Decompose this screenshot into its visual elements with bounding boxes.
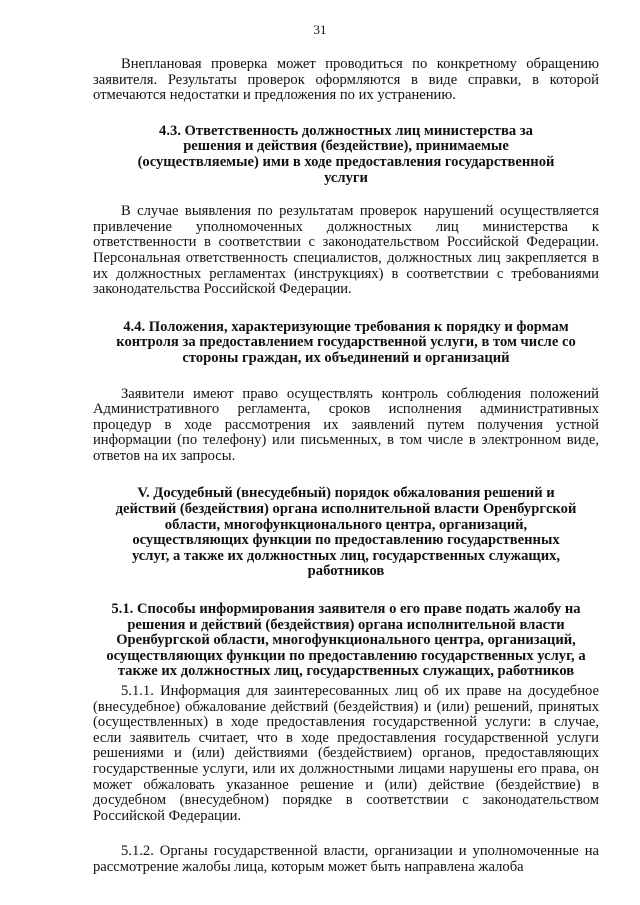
paragraph-intro: Внеплановая проверка может проводиться по конкретному обращению заявителя. Результаты проверок оформляются в виде справки, в которой отмечаются недостатки и предложения по их устранению.	[93, 56, 599, 104]
paragraph-5-1-2: 5.1.2. Органы государственной власти, организации и уполномоченные на рассмотрение жалобы лица, которым может быть направлена жалоба	[93, 843, 599, 875]
page-content	[93, 57, 599, 876]
heading-5-1: 5.1. Способы информирования заявителя о его праве подать жалобу на решения и действий (бездействия) органа исполнительной власти Оренбургской области, многофункционального центра, организаций, осуществляющих функции по предоставлению государственных услуг, а также их должностных лиц, государственных служащих, работников	[106, 601, 586, 680]
paragraph-4-3: В случае выявления по результатам проверок нарушений осуществляется привлечение уполномоченных должностных лиц министерства к ответственности в соответствии с законодательством Российской Федерации. Персональная ответственность специалистов, должностных лиц закрепляется в их должностных регламентах (инструкциях) в соответствии с требованиями законодательства Российской Федерации.	[93, 203, 599, 298]
paragraph-5-1-1: 5.1.1. Информация для заинтересованных лиц об их праве на досудебное (внесудебное) обжалование действий (бездействия) и (или) решений, принятых (осуществленных) в ходе предоставления государственной услуги: в случае, если заявитель считает, что в ходе предоставления государственной услуги решениями и (или) действиями (бездействием) органов, предоставляющих государственные услуги, или их должностными лицами нарушены его права, он может обжаловать указанное решение и (или) действие (бездействие) в досудебном (внесудебном) порядке в соответствии с законодательством Российской Федерации.	[93, 683, 599, 824]
heading-section-v: V. Досудебный (внесудебный) порядок обжалования решений и действий (бездействия) органа исполнительной власти Оренбургской области, многофункционального центра, организаций, осуществляющих функции по предоставлению государственных услуг, а также их должностных лиц, государственных служащих, работников	[115, 485, 577, 580]
heading-4-3: 4.3. Ответственность должностных лиц министерства за решения и действия (бездействие), принимаемые (осуществляемые) ими в ходе предоставления государственной услуги	[137, 122, 555, 186]
paragraph-4-4: Заявители имеют право осуществлять контроль соблюдения положений Административного регламента, сроков исполнения административных процедур в ходе рассмотрения их заявлений путем получения устной информации (по телефону) или письменных, в том числе в электронном виде, ответов на их запросы.	[93, 385, 599, 464]
page-number: 31	[313, 22, 327, 37]
heading-4-4: 4.4. Положения, характеризующие требования к порядку и формам контроля за предоставлением государственной услуги, в том числе со стороны граждан, их объединений и организаций	[116, 318, 576, 366]
